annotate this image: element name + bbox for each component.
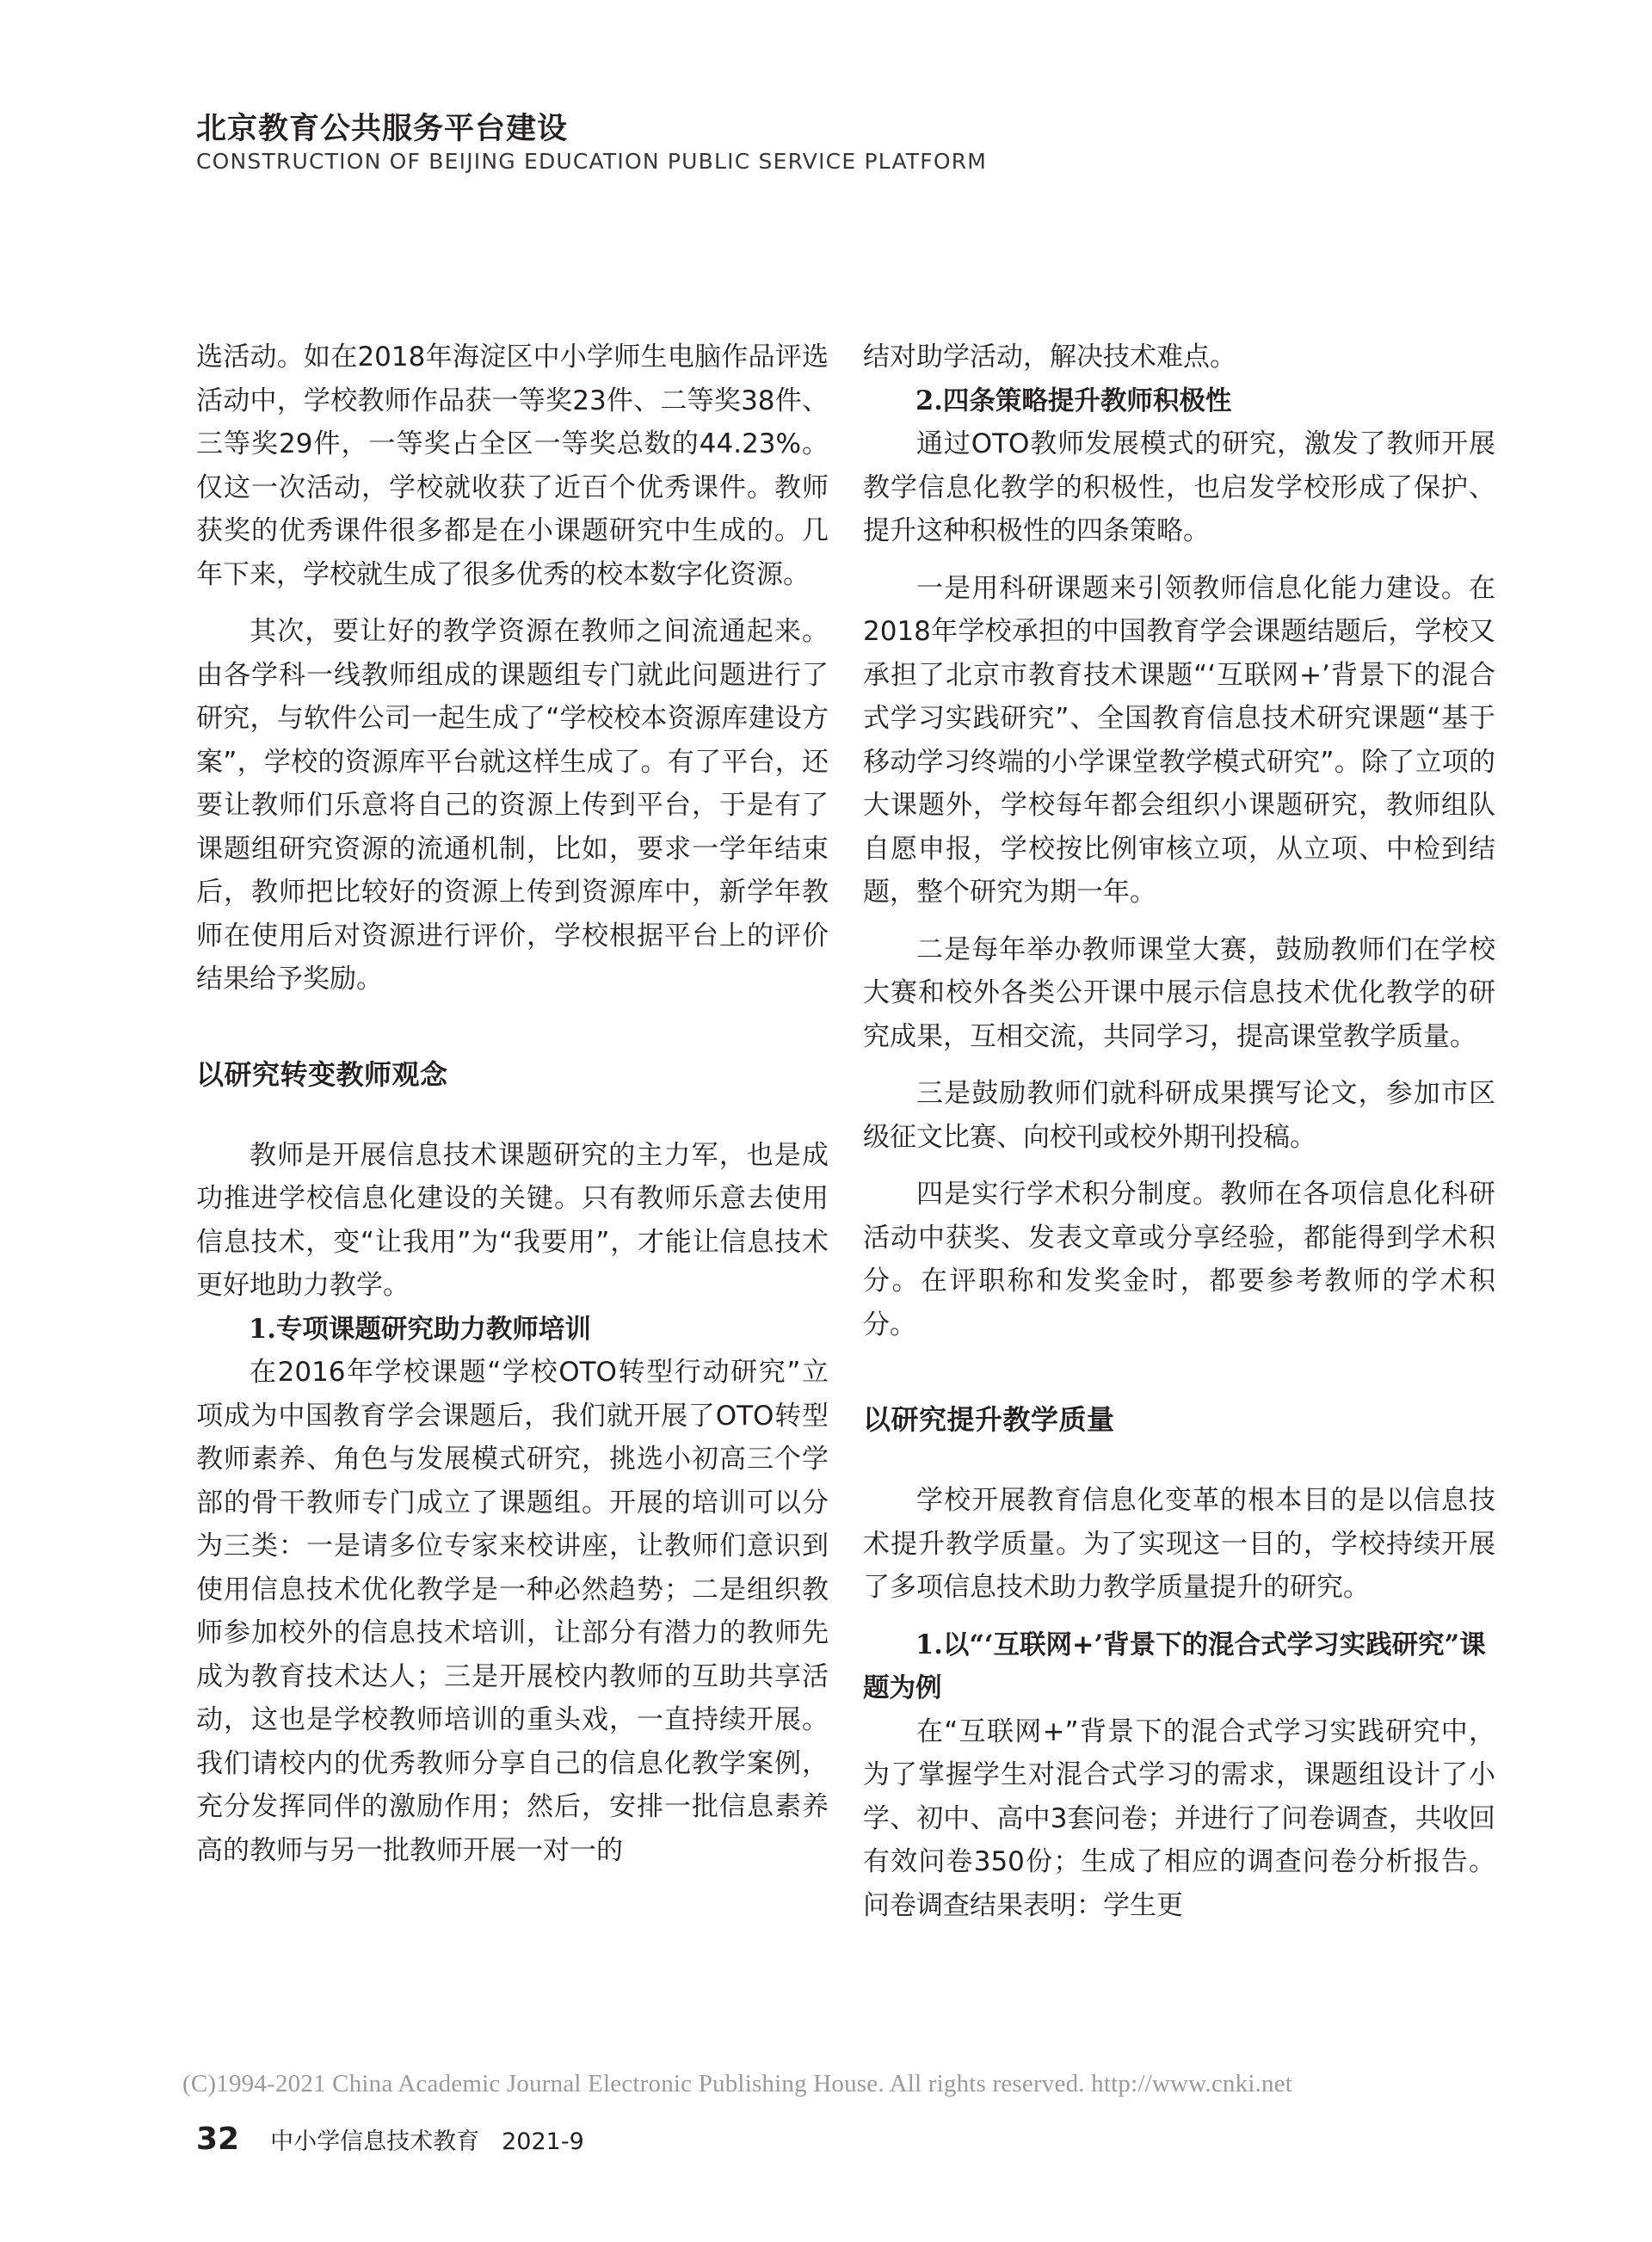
page-number: 32 — [196, 2122, 240, 2157]
paragraph: 学校开展教育信息化变革的根本目的是以信息技术提升教学质量。为了实现这一目的，学校持续开展了多项信息技术助力教学质量提升的研究。 — [863, 1485, 1495, 1603]
section-heading: 以研究提升教学质量 — [863, 1403, 1115, 1436]
copyright-notice: (C)1994-2021 China Academic Journal Electronic Publishing House. All rights reserved. http://www.cnki.net — [182, 2070, 1293, 2097]
paragraph: 一是用科研课题来引领教师信息化能力建设。在2018年学校承担的中国教育学会课题结题后，学校又承担了北京市教育技术课题“‘互联网+’背景下的混合式学习实践研究”、全国教育信息技术研究课题“基于移动学习终端的小学课堂教学模式研究”。除了立项的大课题外，学校每年都会组织小课题研究，教师组队自愿申报，学校按比例审核立项，从立项、中检到结题，整个研究为期一年。 — [863, 572, 1495, 908]
paragraph: 其次，要让好的教学资源在教师之间流通起来。由各学科一线教师组成的课题组专门就此问题进行了研究，与软件公司一起生成了“学校校本资源库建设方案”，学校的资源库平台就这样生成了。有了平台，还要让教师们乐意将自己的资源上传到平台，于是有了课题组研究资源的流通机制，比如，要求一学年结束后，教师把比较好的资源上传到资源库中，新学年教师在使用后对资源进行评价，学校根据平台上的评价结果给予奖励。 — [196, 616, 829, 995]
journal-name: 中小学信息技术教育 — [270, 2128, 480, 2155]
right-column — [863, 336, 1495, 1927]
paragraph: 教师是开展信息技术课题研究的主力军，也是成功推进学校信息化建设的关键。只有教师乐意去使用信息技术，变“让我用”为“我要用”，才能让信息技术更好地助力教学。 — [196, 1139, 829, 1301]
page-footer — [196, 2122, 584, 2157]
paragraph: 选活动。如在2018年海淀区中小学师生电脑作品评选活动中，学校教师作品获一等奖23件、二等奖38件、三等奖29件，一等奖占全区一等奖总数的44.23%。仅这一次活动，学校就收获了近百个优秀课件。教师获奖的优秀课件很多都是在小课题研究中生成的。几年下来，学校就生成了很多优秀的校本数字化资源。 — [196, 342, 829, 590]
paragraph: 二是每年举办教师课堂大赛，鼓励教师们在学校大赛和校外各类公开课中展示信息技术优化教学的研究成果，互相交流，共同学习，提高课堂教学质量。 — [863, 933, 1495, 1052]
journal-issue: 2021-9 — [502, 2128, 584, 2155]
paragraph: 四是实行学术积分制度。教师在各项信息化科研活动中获奖、发表文章或分享经验，都能得到学术积分。在评职称和发奖金时，都要参考教师的学术积分。 — [863, 1179, 1495, 1340]
subsection-heading: 1.专项课题研究助力教师培训 — [249, 1313, 591, 1345]
paragraph: 在2016年学校课题“学校OTO转型行动研究”立项成为中国教育学会课题后，我们就开展了OTO转型教师素养、角色与发展模式研究，挑选小初高三个学部的骨干教师专门成立了课题组。开展的培训可以分为三类：一是请多位专家来校讲座，让教师们意识到使用信息技术优化教学是一种必然趋势；二是组织教师参加校外的信息技术培训，让部分有潜力的教师先成为教育技术达人；三是开展校内教师的互助共享活动，这也是学校教师培训的重头戏，一直持续开展。我们请校内的优秀教师分享自己的信息化教学案例，充分发挥同伴的激励作用；然后，安排一批信息素养高的教师与另一批教师开展一对一的 — [196, 1357, 829, 1866]
subsection-heading: 1.以“‘互联网+’背景下的混合式学习实践研究”课题为例 — [863, 1629, 1486, 1703]
header-title-cn: 北京教育公共服务平台建设 — [196, 112, 569, 146]
running-header — [196, 110, 987, 176]
paragraph: 在“互联网+”背景下的混合式学习实践研究中，为了掌握学生对混合式学习的需求，课题组设计了小学、初中、高中3套问卷；并进行了问卷调查，共收回有效问卷350份；生成了相应的调查问卷分析报告。问卷调查结果表明：学生更 — [863, 1715, 1495, 1921]
paragraph: 三是鼓励教师们就科研成果撰写论文，参加市区级征文比赛、向校刊或校外期刊投稿。 — [863, 1078, 1495, 1153]
section-heading: 以研究转变教师观念 — [196, 1057, 448, 1091]
left-column — [196, 336, 829, 1872]
paragraph: 结对助学活动，解决技术难点。 — [863, 342, 1236, 373]
header-title-en: CONSTRUCTION OF BEIJING EDUCATION PUBLIC SERVICE PLATFORM — [196, 149, 988, 174]
paragraph: 通过OTO教师发展模式的研究，激发了教师开展教学信息化教学的积极性，也启发学校形成了保护、提升这种积极性的四条策略。 — [863, 428, 1495, 546]
subsection-heading: 2.四条策略提升教师积极性 — [915, 385, 1232, 416]
